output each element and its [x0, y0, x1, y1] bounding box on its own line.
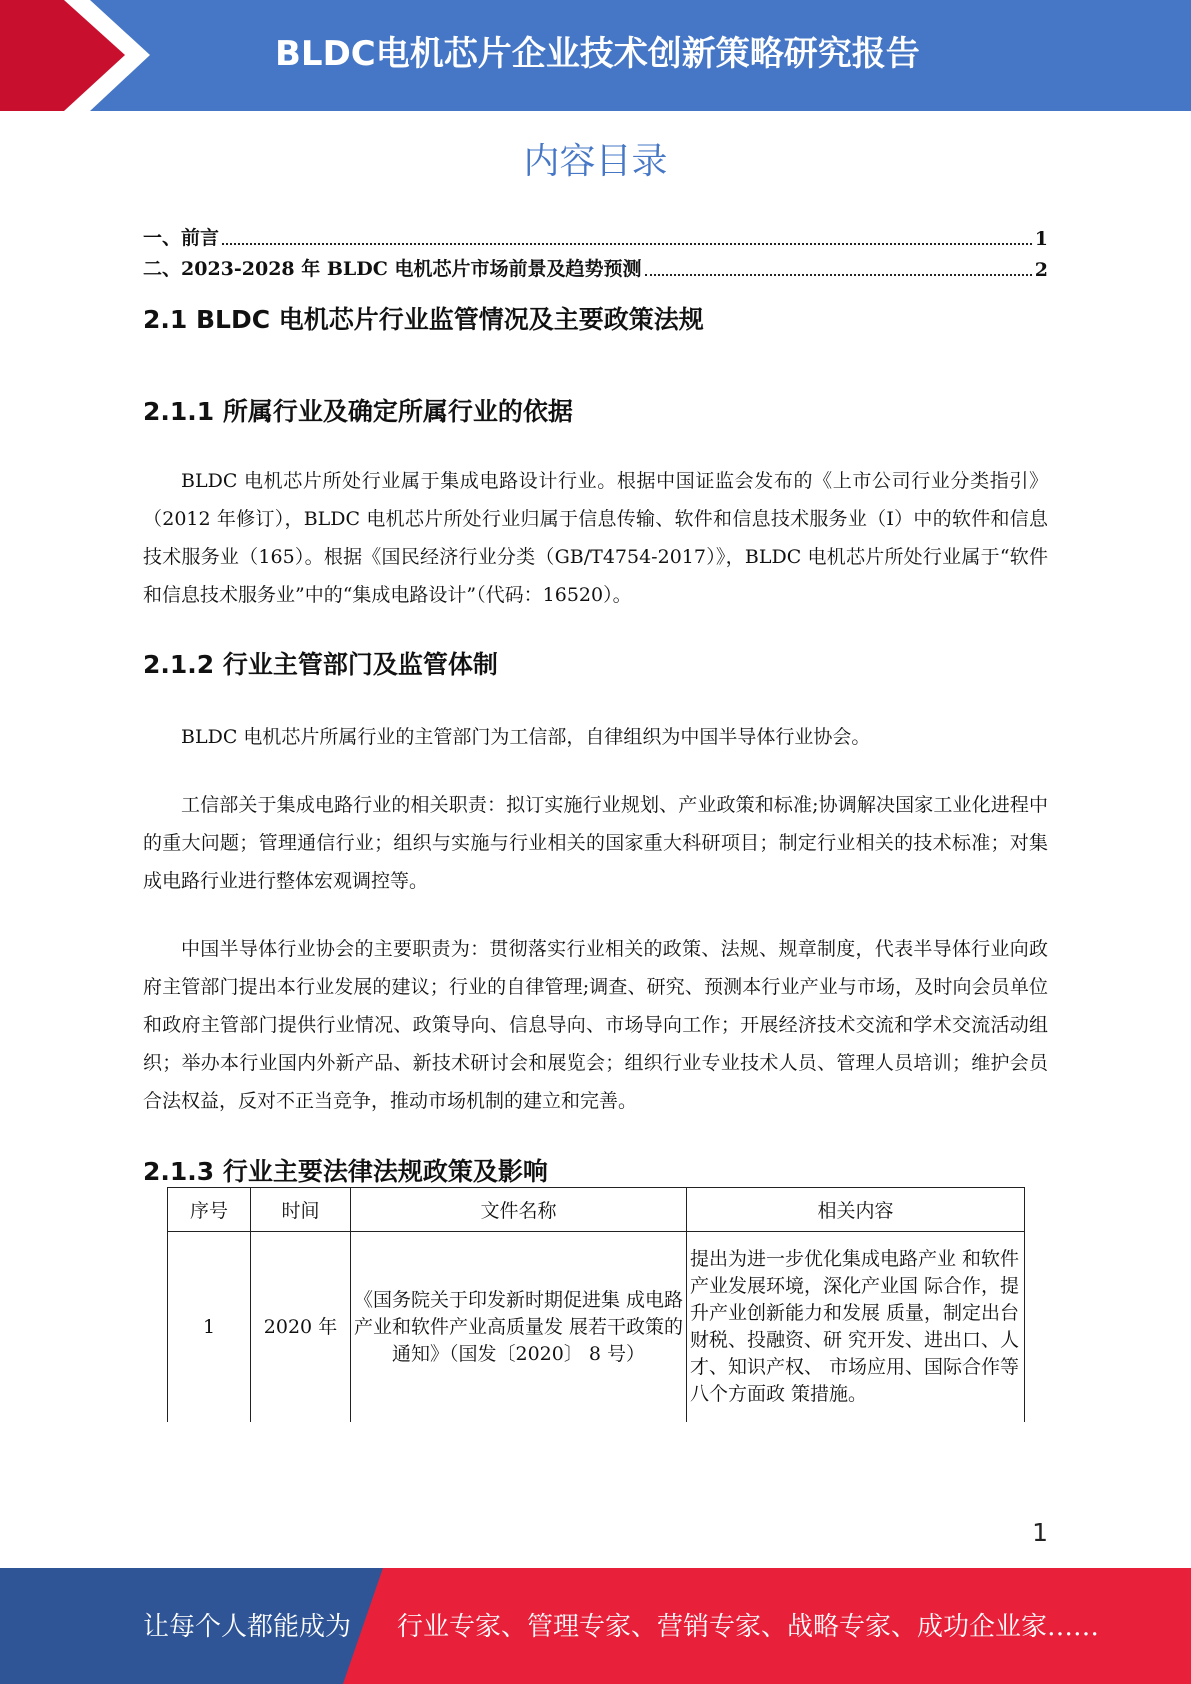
toc-entry[interactable]: [143, 224, 1048, 250]
toc-entry-label: 一、前言: [143, 227, 220, 249]
policy-table: [167, 1187, 1025, 1422]
footer-banner: [0, 1568, 1191, 1684]
column-header: 时间: [251, 1188, 351, 1232]
toc-entry-page: 1: [1034, 228, 1048, 250]
section-heading-2-1-2: 2.1.2 行业主管部门及监管体制: [143, 650, 498, 679]
section-heading-2-1-1: 2.1.1 所属行业及确定所属行业的依据: [143, 397, 573, 426]
footer-slogan-right: 行业专家、管理专家、营销专家、战略专家、成功企业家……: [397, 1612, 1100, 1642]
table-row: [168, 1232, 1025, 1423]
toc-heading: 内容目录: [523, 141, 668, 182]
toc-leader: [645, 274, 1032, 276]
table-cell-no: 1: [168, 1232, 251, 1423]
paragraph: BLDC 电机芯片所处行业属于集成电路设计行业。根据中国证监会发布的《上市公司行业分类指引》（2012 年修订），BLDC 电机芯片所处行业归属于信息传输、软件和信息技术服务业（I）中的软件和信息技术服务业（165）。根据《国民经济行业分类（GB/T4754-2017）》，BLDC 电机芯片所处行业属于“软件和信息技术服务业”中的“集成电路设计”（代码：16520）。: [143, 470, 1048, 606]
column-header: 序号: [168, 1188, 251, 1232]
table-cell-time: 2020 年: [251, 1232, 351, 1423]
paragraph: 中国半导体行业协会的主要职责为：贯彻落实行业相关的政策、法规、规章制度，代表半导体行业向政府主管部门提出本行业发展的建议；行业的自律管理;调查、研究、预测本行业产业与市场，及时向会员单位和政府主管部门提供行业情况、政策导向、信息导向、市场导向工作；开展经济技术交流和学术交流活动组织；举办本行业国内外新产品、新技术研讨会和展览会；组织行业专业技术人员、管理人员培训；维护会员合法权益，反对不正当竞争，推动市场机制的建立和完善。: [143, 938, 1048, 1112]
table-cell-name: 《国务院关于印发新时期促进集 成电路产业和软件产业高质量发 展若干政策的通知》（国发〔2020〕 8 号）: [351, 1232, 687, 1423]
toc-entry-label: 二、2023-2028 年 BLDC 电机芯片市场前景及趋势预测: [143, 258, 642, 280]
paragraph: BLDC 电机芯片所属行业的主管部门为工信部，自律组织为中国半导体行业协会。: [181, 726, 871, 748]
report-title: BLDC电机芯片企业技术创新策略研究报告: [275, 34, 920, 74]
paragraph: 工信部关于集成电路行业的相关职责：拟订实施行业规划、产业政策和标准;协调解决国家工业化进程中的重大问题；管理通信行业；组织与实施与行业相关的国家重大科研项目；制定行业相关的技术标准；对集成电路行业进行整体宏观调控等。: [143, 794, 1048, 892]
page-number: 1: [1032, 1518, 1048, 1547]
section-heading-2-1: 2.1 BLDC 电机芯片行业监管情况及主要政策法规: [143, 305, 704, 334]
footer-slogan-left: 让每个人都能成为: [143, 1612, 352, 1642]
column-header: 相关内容: [687, 1188, 1025, 1232]
toc-entry-page: 2: [1034, 259, 1048, 281]
table-header-row: [168, 1188, 1025, 1232]
table-cell-content: 提出为进一步优化集成电路产业 和软件产业发展环境，深化产业国 际合作，提升产业创新能力和发展 质量，制定出台财税、投融资、研 究开发、进出口、人才、知识产权、 市场应用、国际合作等八个方面政 策措施。: [687, 1232, 1025, 1423]
column-header: 文件名称: [351, 1188, 687, 1232]
section-heading-2-1-3: 2.1.3 行业主要法律法规政策及影响: [143, 1157, 548, 1186]
header-banner: [0, 0, 1191, 111]
toc-entry[interactable]: [143, 255, 1048, 281]
toc-leader: [222, 243, 1032, 245]
